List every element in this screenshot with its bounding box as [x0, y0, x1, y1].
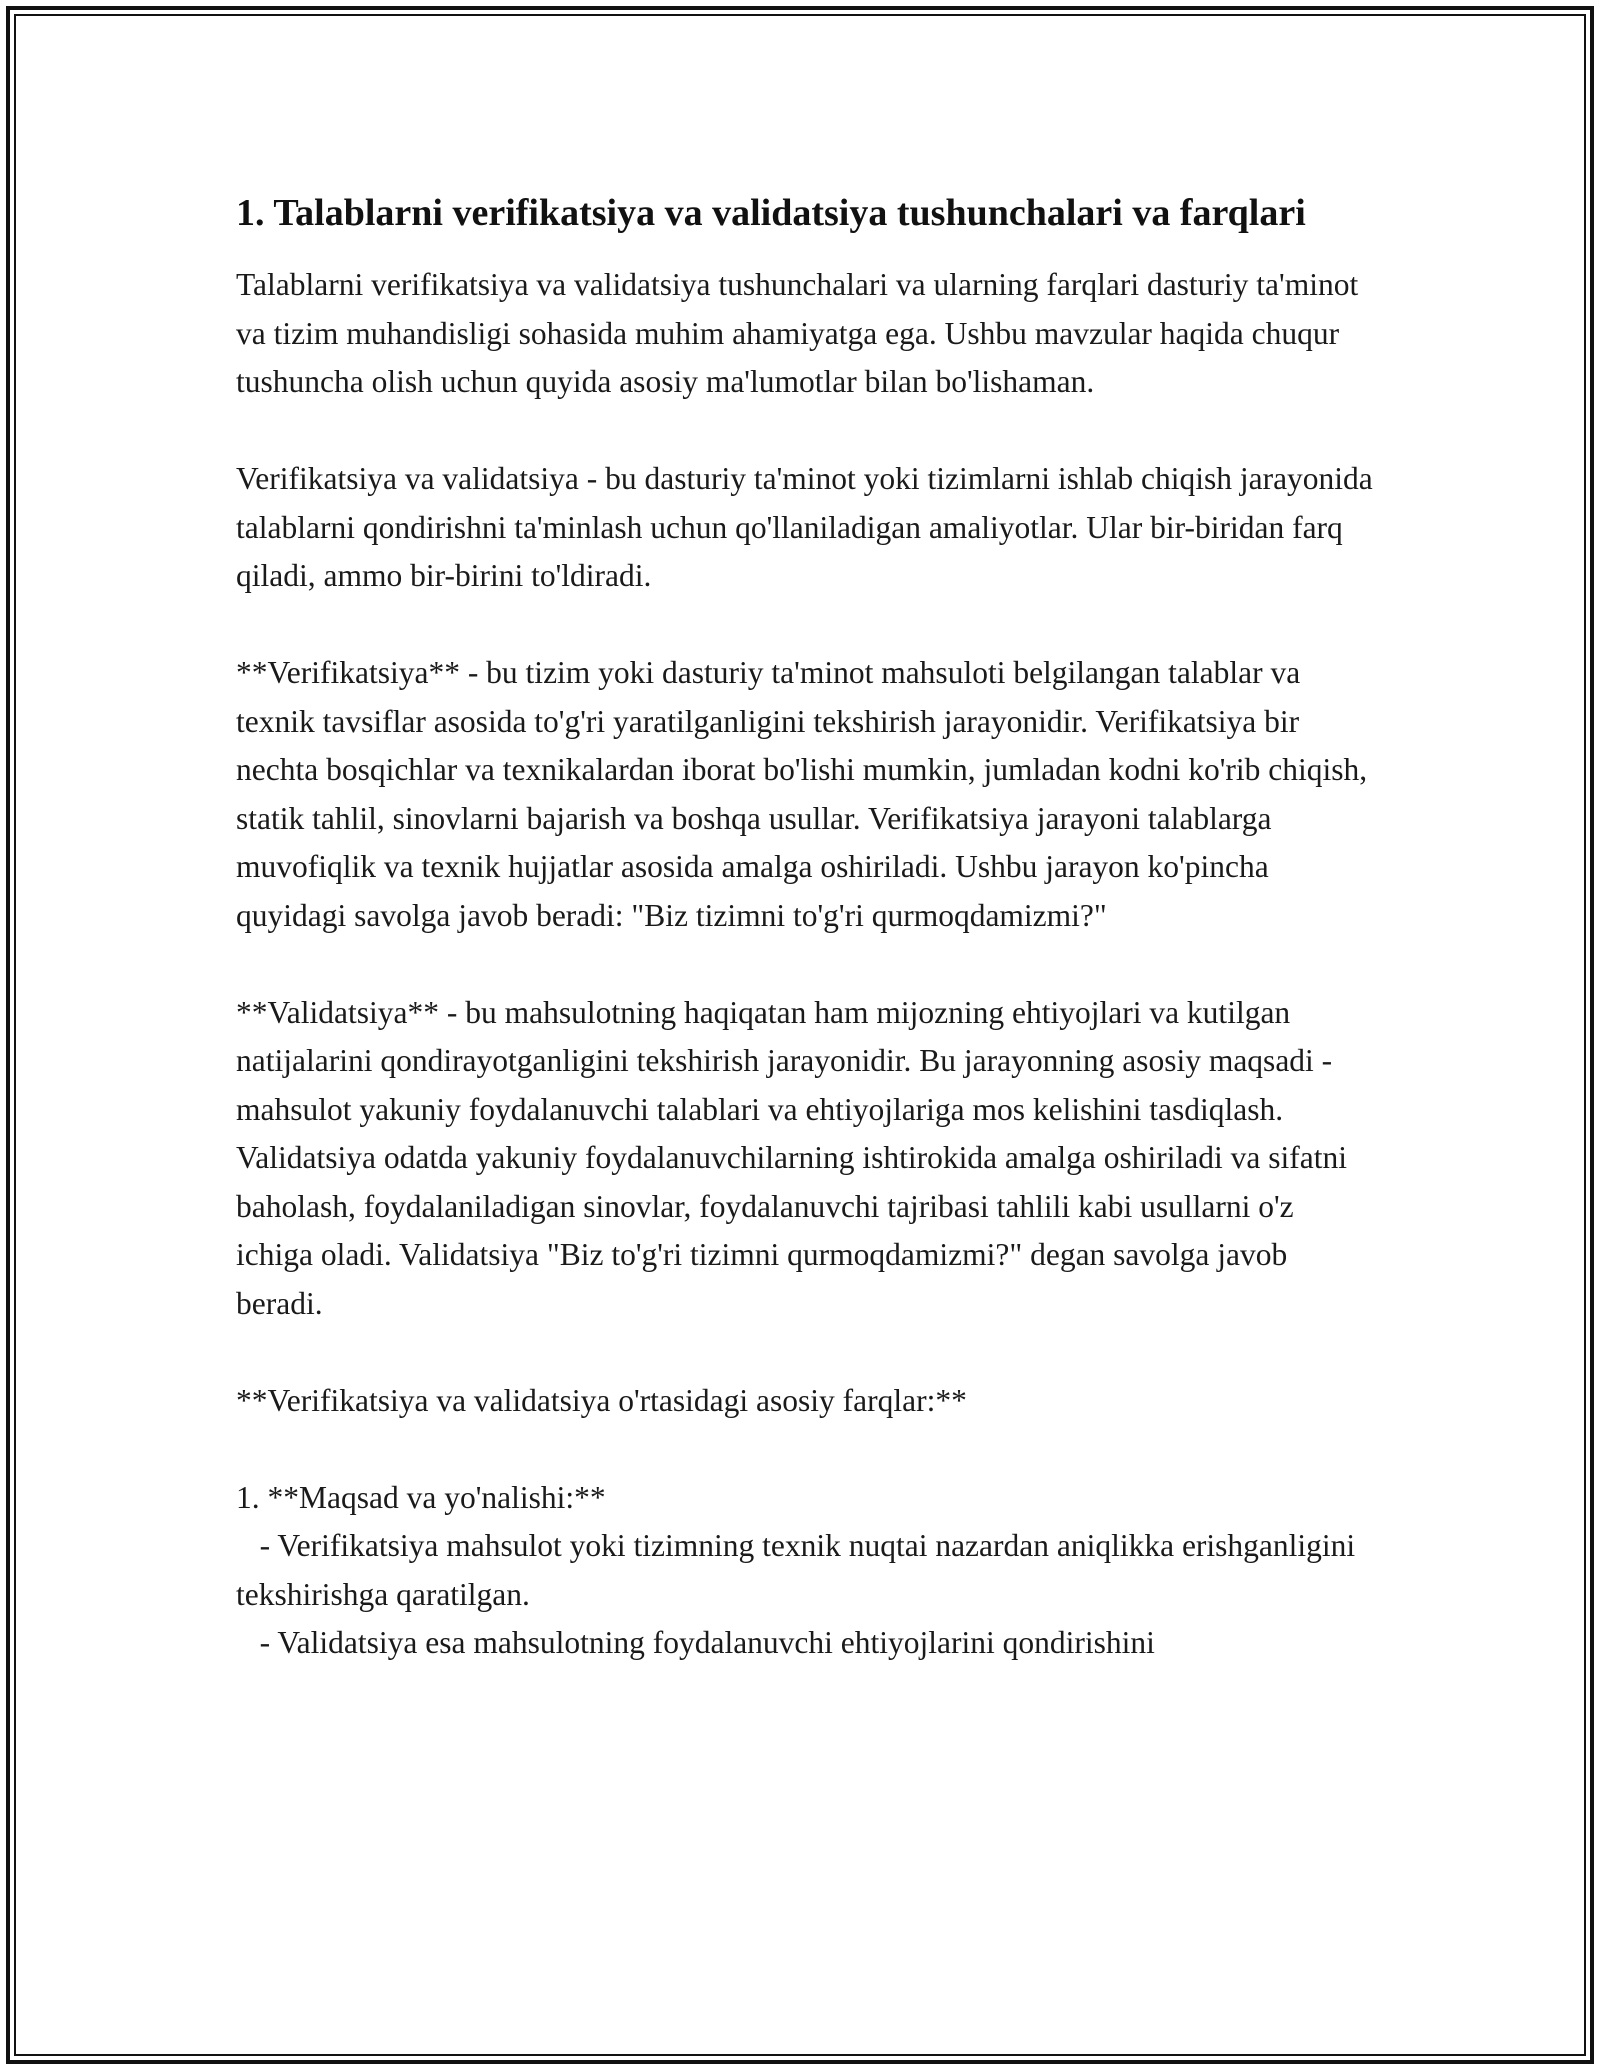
paragraph-differences-heading: **Verifikatsiya va validatsiya o'rtasidagi asosiy farqlar:** [236, 1382, 967, 1418]
document-title: 1. Talablarni verifikatsiya va validatsiya tushunchalari va farqlari [236, 192, 1306, 234]
paragraph-gap [236, 940, 1376, 989]
list-heading: 1. **Maqsad va yo'nalishi:** [236, 1479, 606, 1515]
list-item: - Verifikatsiya mahsulot yoki tizimning texnik nuqtai nazardan aniqlikka erishganligini tekshirishga qaratilgan. [236, 1528, 1364, 1612]
paragraph-gap [236, 407, 1376, 456]
paragraph-gap [236, 601, 1376, 650]
document-body [236, 186, 1381, 1668]
paragraph-definition: Verifikatsiya va validatsiya - bu dasturiy ta'minot yoki tizimlarni ishlab chiqish jarayonida talablarni qondirishni ta'minlash uchun qo'llaniladigan amaliyotlar. Ular bir-biridan farq qiladi, ammo bir-birini to'ldiradi. [236, 461, 1381, 593]
paragraph-validation: **Validatsiya** - bu mahsulotning haqiqatan ham mijozning ehtiyojlari va kutilgan natijalarini qondirayotganligini tekshirish jarayonidir. Bu jarayonning asosiy maqsadi - mahsulot yakuniy foydalanuvchi talablari va ehtiyojlariga mos kelishini tasdiqlash. Validatsiya odatda yakuniy foydalanuvchilarning ishtirokida amalga oshiriladi va sifatni baholash, foydalaniladigan sinovlar, foydalanuvchi tajribasi tahlili kabi usullarni o'z ichiga oladi. Validatsiya "Biz to'g'ri tizimni qurmoqdamizmi?" degan savolga javob beradi. [236, 994, 1355, 1321]
list-item: - Validatsiya esa mahsulotning foydalanuvchi ehtiyojlarini qondirishini [236, 1625, 1155, 1660]
paragraph-intro: Talablarni verifikatsiya va validatsiya tushunchalari va ularning farqlari dasturiy ta'minot va tizim muhandisligi sohasida muhim ahamiyatga ega. Ushbu mavzular haqida chuqur tushuncha olish uchun quyida asosiy ma'lumotlar bilan bo'lishaman. [236, 267, 1367, 399]
paragraph-gap [236, 1425, 1376, 1474]
paragraph-verification: **Verifikatsiya** - bu tizim yoki dasturiy ta'minot mahsuloti belgilangan talablar va texnik tavsiflar asosida to'g'ri yaratilganligini tekshirish jarayonidir. Verifikatsiya bir nechta bosqichlar va texnikalardan iborat bo'lishi mumkin, jumladan kodni ko'rib chiqish, statik tahlil, sinovlarni bajarish va boshqa usullar. Verifikatsiya jarayoni talablarga muvofiqlik va texnik hujjatlar asosida amalga oshiriladi. Ushbu jarayon ko'pincha quyidagi savolga javob beradi: "Biz tizimni to'g'ri qurmoqdamizmi?" [236, 655, 1375, 933]
paragraph-gap [236, 1328, 1376, 1377]
